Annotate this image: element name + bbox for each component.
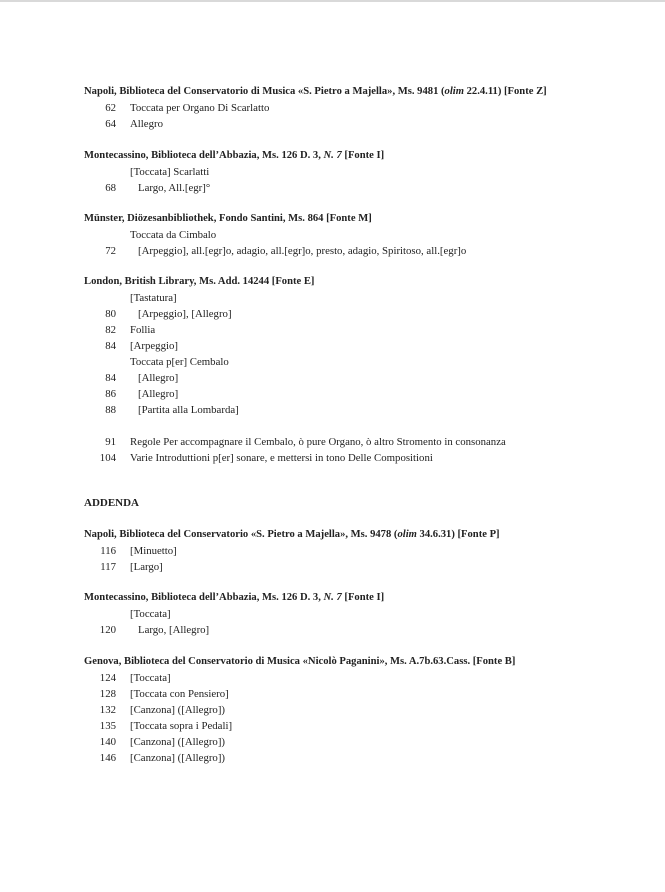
source-munster-864: [84, 211, 654, 259]
piece-title: Regole Per accompagnare il Cembalo, ò pure Organo, ò altro Stromento in consonanza: [130, 436, 506, 448]
page-number: 88: [105, 404, 116, 416]
piece-title: Varie Introduttioni p[er] sonare, e mettersi in tono Delle Compositioni: [130, 452, 433, 464]
list-item: [84, 370, 654, 386]
page-number: 132: [99, 704, 116, 716]
source-heading: London, British Library, Ms. Add. 14244 [Fonte E]: [84, 276, 315, 287]
piece-title: [Largo]: [130, 561, 163, 573]
page-number: 80: [105, 308, 116, 320]
piece-title: [Toccata]: [130, 672, 171, 684]
page-number: 128: [99, 688, 116, 700]
piece-title: Largo, [Allegro]: [138, 624, 210, 636]
list-item: [84, 227, 654, 243]
page-number: 72: [105, 245, 116, 257]
list-item: [84, 559, 654, 575]
page-number: 146: [99, 752, 116, 764]
piece-title: [Canzona] ([Allegro]): [130, 704, 226, 716]
source-heading: Genova, Biblioteca del Conservatorio di Musica «Nicolò Paganini», Ms. A.7b.63.Cass. [Fonte B]: [84, 656, 516, 667]
piece-title: [Tastatura]: [130, 292, 177, 304]
source-montecassino-126: [84, 148, 654, 196]
list-item: [84, 164, 654, 180]
list-item: [84, 386, 654, 402]
piece-title: Toccata per Organo Di Scarlatto: [130, 102, 270, 114]
list-item: [84, 402, 654, 418]
page-number: 84: [105, 340, 116, 352]
source-napoli-9481: [84, 84, 654, 132]
list-item: [84, 290, 654, 306]
list-item: [84, 622, 654, 638]
source-napoli-9478: [84, 527, 654, 575]
piece-title: [Canzona] ([Allegro]): [130, 752, 226, 764]
list-item: [84, 180, 654, 196]
piece-title: [Arpeggio], [Allegro]: [138, 308, 232, 320]
list-item: [84, 734, 654, 750]
top-border: [0, 0, 665, 2]
page-number: 124: [99, 672, 116, 684]
source-montecassino-126-addenda: [84, 590, 654, 638]
page-number: 135: [99, 720, 116, 732]
piece-title: [Toccata con Pensiero]: [130, 688, 229, 700]
piece-title: [Arpeggio], all.[egr]o, adagio, all.[egr]o, presto, adagio, Spiritoso, all.[egr]o: [138, 245, 467, 257]
page-number: 140: [99, 736, 116, 748]
list-item: [84, 100, 654, 116]
page-number: 104: [99, 452, 116, 464]
page-number: 84: [105, 372, 116, 384]
list-item: [84, 686, 654, 702]
source-heading: Montecassino, Biblioteca dell’Abbazia, Ms. 126 D. 3, N. 7 [Fonte I]: [84, 592, 385, 603]
piece-title: [Minuetto]: [130, 545, 177, 557]
list-item: [84, 543, 654, 559]
page-number: 82: [105, 324, 116, 336]
list-item: [84, 322, 654, 338]
piece-title: [Toccata] Scarlatti: [130, 166, 210, 178]
page-number: 68: [105, 182, 116, 194]
piece-title: Largo, All.[egr]°: [138, 182, 211, 194]
page-number: 64: [105, 118, 116, 130]
source-genova-a7b63: [84, 654, 654, 766]
piece-title: Toccata p[er] Cembalo: [130, 356, 229, 368]
list-item: [84, 338, 654, 354]
source-heading: Napoli, Biblioteca del Conservatorio di Musica «S. Pietro a Majella», Ms. 9481 (olim 22.4.11) [Fonte Z]: [84, 86, 547, 97]
piece-title: [Toccata sopra i Pedali]: [130, 720, 233, 732]
list-item: [84, 606, 654, 622]
source-heading: Montecassino, Biblioteca dell’Abbazia, Ms. 126 D. 3, N. 7 [Fonte I]: [84, 150, 385, 161]
list-item: [84, 116, 654, 132]
page-number: 86: [105, 388, 116, 400]
page-number: 116: [100, 545, 116, 557]
list-item: [84, 750, 654, 766]
spacer: [84, 418, 654, 434]
list-item: [84, 243, 654, 259]
page-number: 117: [100, 561, 116, 573]
page-number: 91: [105, 436, 116, 448]
piece-title: Allegro: [130, 118, 163, 130]
piece-title: [Allegro]: [138, 372, 179, 384]
list-item: [84, 670, 654, 686]
piece-title: [Partita alla Lombarda]: [138, 404, 239, 416]
piece-title: [Arpeggio]: [130, 340, 178, 352]
list-item: [84, 306, 654, 322]
page-number: 62: [105, 102, 116, 114]
source-heading: Münster, Diözesanbibliothek, Fondo Santini, Ms. 864 [Fonte M]: [84, 213, 372, 224]
piece-title: [Allegro]: [138, 388, 179, 400]
piece-title: [Toccata]: [130, 608, 171, 620]
page-number: 120: [99, 624, 116, 636]
source-heading: Napoli, Biblioteca del Conservatorio «S. Pietro a Majella», Ms. 9478 (olim 34.6.31) [Fonte P]: [84, 529, 500, 540]
list-item: [84, 354, 654, 370]
piece-title: [Canzona] ([Allegro]): [130, 736, 226, 748]
list-item: [84, 450, 654, 466]
source-london-14244: [84, 274, 654, 466]
list-item: [84, 718, 654, 734]
piece-title: Follia: [130, 324, 156, 336]
list-item: [84, 702, 654, 718]
addenda-heading: ADDENDA: [84, 497, 139, 509]
list-item: [84, 434, 654, 450]
piece-title: Toccata da Cimbalo: [130, 229, 217, 241]
